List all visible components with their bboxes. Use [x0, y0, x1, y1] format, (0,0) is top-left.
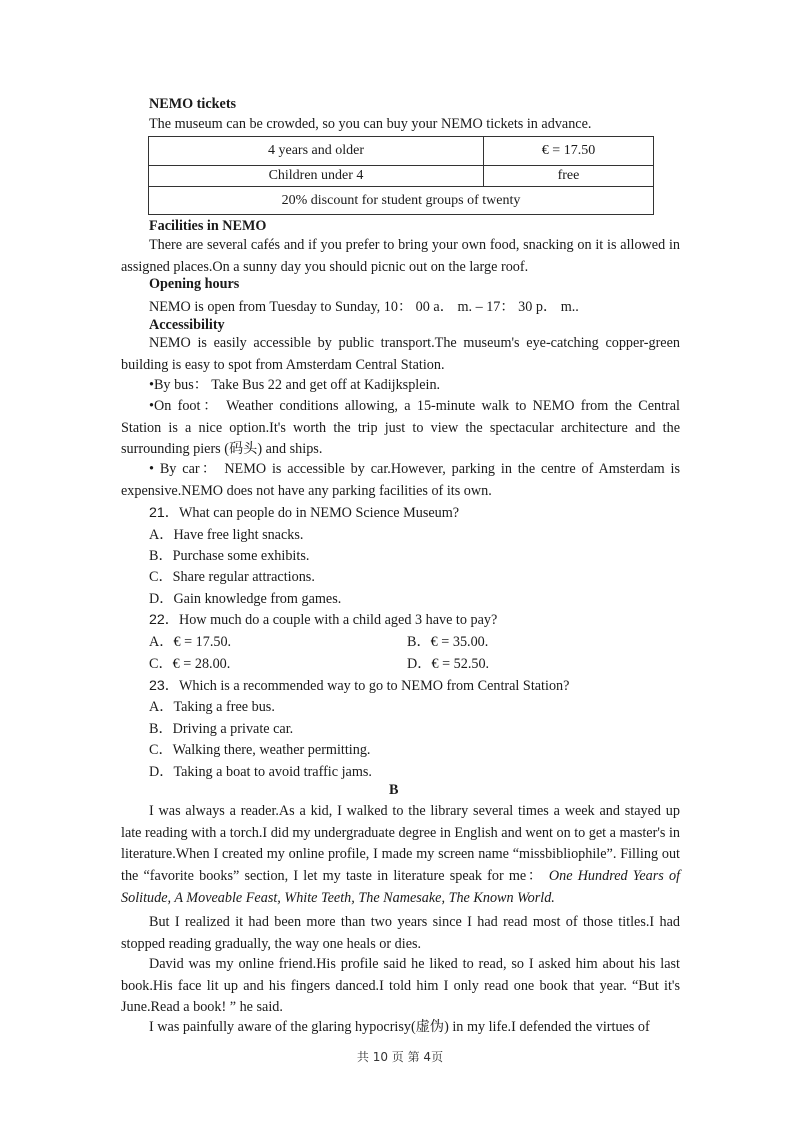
q23-option-b: B．Driving a private car. [149, 721, 294, 737]
section-b-paragraph-2: But I realized it had been more than two years since I had read most of those titles.I had stopped reading gradually, the way one heals or dies. [121, 914, 680, 952]
table-row [149, 187, 654, 215]
tickets-heading: NEMO tickets [149, 96, 237, 112]
q22-option-d: D．€ = 52.50. [407, 656, 490, 672]
q22-option-b: B．€ = 35.00. [407, 634, 489, 650]
ticket-category-cell: 4 years and older [149, 137, 484, 166]
discount-cell: 20% discount for student groups of twenty [149, 187, 654, 215]
ticket-price-cell: free [484, 166, 654, 187]
question-21: 21．What can people do in NEMO Science Museum? [149, 505, 460, 521]
q21-option-b: B．Purchase some exhibits. [149, 548, 310, 564]
ticket-price-table [148, 136, 654, 215]
ticket-category-cell: Children under 4 [149, 166, 484, 187]
q21-option-a: A．Have free light snacks. [149, 527, 304, 543]
section-b-paragraph-1: I was always a reader.As a kid, I walked to the library several times a week and stayed up late reading with a torch.I did my undergraduate degree in English and went on to get a master's in literature.When I created my online profile, I made my screen name “missbibliophile”. Filling out the “favorite books” section, I let my taste in literature speak for me： One Hundred Years of Solitude, A Moveable Feast, White Teeth, The Namesake, The Known World. [121, 803, 681, 906]
page-footer: 共 10 页 第 4页 [356, 1050, 444, 1064]
q23-option-c: C．Walking there, weather permitting. [149, 742, 371, 758]
facilities-text: There are several cafés and if you prefer to bring your own food, snacking on it is allowed in assigned places.On a sunny day you should picnic out on the large roof. [121, 237, 680, 275]
accessibility-intro: NEMO is easily accessible by public transport.The museum's eye-catching copper-green building is easy to spot from Amsterdam Central Station. [121, 335, 680, 373]
ticket-price-cell: € = 17.50 [484, 137, 654, 166]
q22-option-c: C．€ = 28.00. [149, 656, 231, 672]
section-b-paragraph-3: David was my online friend.His profile said he liked to read, so I asked him about his last book.His face lit up and his fingers danced.I told him I only read one book that year. “But it's June.Read a book! ” he said. [121, 956, 680, 1015]
q22-option-a: A．€ = 17.50. [149, 634, 232, 650]
q23-option-d: D．Taking a boat to avoid traffic jams. [149, 764, 372, 780]
access-by-car: • By car： NEMO is accessible by car.However, parking in the centre of Amsterdam is expensive.NEMO does not have any parking facilities of its own. [121, 461, 680, 499]
accessibility-heading: Accessibility [149, 317, 225, 333]
facilities-heading: Facilities in NEMO [149, 218, 267, 234]
hours-text: NEMO is open from Tuesday to Sunday, 10： 00 a． m. – 17： 30 p． m.. [149, 299, 579, 315]
table-row [149, 166, 654, 187]
question-23: 23．Which is a recommended way to go to NEMO from Central Station? [149, 678, 570, 694]
hours-heading: Opening hours [149, 276, 240, 292]
access-on-foot: •On foot： Weather conditions allowing, a 15-minute walk to NEMO from the Central Station is a nice option.It's worth the trip just to view the spectacular architecture and the surrounding piers (码头) and ships. [121, 398, 680, 457]
access-by-bus: •By bus： Take Bus 22 and get off at Kadijksplein. [149, 377, 441, 393]
section-b-paragraph-4: I was painfully aware of the glaring hypocrisy(虚伪) in my life.I defended the virtues of [149, 1019, 650, 1035]
q21-option-c: C．Share regular attractions. [149, 569, 315, 585]
q23-option-a: A．Taking a free bus. [149, 699, 275, 715]
q21-option-d: D．Gain knowledge from games. [149, 591, 342, 607]
section-b-label: B [389, 782, 399, 798]
tickets-intro: The museum can be crowded, so you can buy your NEMO tickets in advance. [149, 116, 592, 132]
question-22: 22．How much do a couple with a child aged 3 have to pay? [149, 612, 498, 628]
table-row [149, 137, 654, 166]
